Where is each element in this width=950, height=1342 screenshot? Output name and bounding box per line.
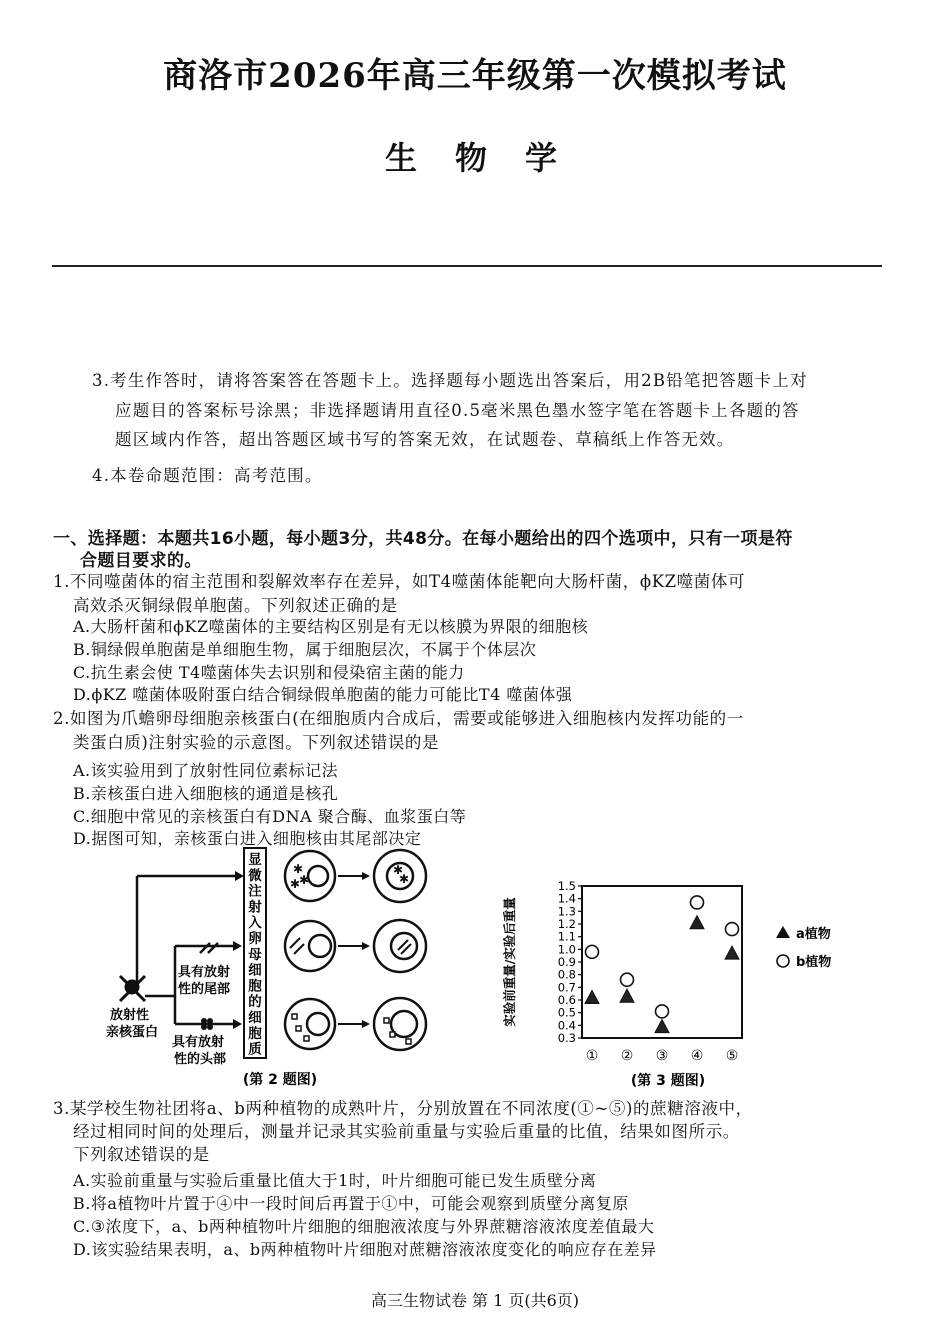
x-tick-label: ⑤ (725, 1048, 739, 1064)
y-tick-label: 0.7 (557, 980, 576, 995)
q1-option-b: B.铜绿假单胞菌是单细胞生物，属于细胞层次，不属于个体层次 (73, 640, 537, 659)
q2-option-a: A.该实验用到了放射性同位素标记法 (73, 761, 339, 780)
y-tick-label: 1.1 (557, 929, 576, 944)
y-tick-label: 0.5 (557, 1005, 576, 1020)
note-3-line1: 3.考生作答时，请将答案答在答题卡上。选择题每小题选出答案后，用2B铅笔把答题卡上对 (92, 371, 808, 390)
q1-stem-line2: 高效杀灭铜绿假单胞菌。下列叙述正确的是 (73, 596, 398, 615)
figure-2-diagram (100, 846, 460, 1091)
y-tick-label: 0.8 (557, 967, 576, 982)
section-heading-line2: 合题目要求的。 (80, 551, 202, 571)
y-tick-label: 0.9 (557, 955, 576, 969)
fig2-protein-label-1: 放射性 (110, 1008, 150, 1023)
y-tick-label: 0.6 (557, 993, 576, 1007)
q3-stem-line1: 3.某学校生物社团将a、b两种植物的成熟叶片，分别放置在不同浓度(①~⑤)的蔗糖溶液中， (53, 1099, 753, 1118)
q2-stem-line1: 2.如图为爪蟾卵母细胞亲核蛋白(在细胞质内合成后，需要或能够进入细胞核内发挥功能的一 (53, 709, 744, 728)
y-tick-label: 1.0 (557, 942, 576, 957)
nuclear-protein-icon (120, 976, 145, 1001)
x-tick-label: ③ (655, 1048, 669, 1064)
x-tick-label: ④ (690, 1048, 704, 1064)
q1-stem-line1: 1.不同噬菌体的宿主范围和裂解效率存在差异，如T4噬菌体能靶向大肠杆菌，ϕKZ噬菌体可 (53, 572, 746, 591)
q3-stem-line2: 经过相同时间的处理后，测量并记录其实验前重量与实验后重量的比值，结果如图所示。 (73, 1122, 740, 1141)
fig2-mark-star: ✱ (290, 877, 301, 891)
q1-option-a: A.大肠杆菌和ϕKZ噬菌体的主要结构区别是有无以核膜为界限的细胞核 (73, 617, 589, 636)
header-divider (52, 265, 882, 267)
fig2-tail-label-1: 具有放射 (178, 965, 231, 980)
fig2-protein-label-2: 亲核蛋白 (106, 1025, 159, 1040)
fig2-injection-label: 显微注射入卵母细胞的细胞质 (248, 852, 262, 1058)
q3-stem-line3: 下列叙述错误的是 (73, 1145, 210, 1164)
legend-b-marker (777, 955, 789, 967)
page-footer: 高三生物试卷 第 1 页(共6页) (370, 1291, 580, 1310)
chart-plot-area (582, 886, 742, 1038)
section-heading-line1: 一、选择题：本题共16小题，每小题3分，共48分。在每小题给出的四个选项中，只有一项是符 (53, 529, 793, 549)
y-tick-label: 0.4 (557, 1018, 576, 1033)
tail-fragment-icon (200, 943, 218, 953)
q1-option-d: D.ϕKZ 噬菌体吸附蛋白结合铜绿假单胞菌的能力可能比T4 噬菌体强 (73, 685, 573, 704)
x-tick-label: ② (620, 1048, 634, 1064)
chart-title: (第 3 题图) (630, 1073, 706, 1089)
note-4: 4.本卷命题范围：高考范围。 (92, 466, 323, 485)
note-3-line2: 应题目的答案标号涂黑；非选择题请用直径0.5毫米黑色墨水签字笔在答题卡上各题的答 (115, 401, 800, 420)
y-tick-label: 1.5 (557, 879, 576, 893)
figure-3-chart (500, 876, 860, 1091)
fig2-caption: (第 2 题图) (242, 1072, 318, 1088)
q1-option-c: C.抗生素会使 T4噬菌体失去识别和侵染宿主菌的能力 (73, 663, 465, 682)
note-3-line3: 题区域内作答，超出答题区域书写的答案无效，在试题卷、草稿纸上作答无效。 (115, 430, 735, 449)
q3-option-a: A.实验前重量与实验后重量比值大于1时，叶片细胞可能已发生质壁分离 (73, 1171, 597, 1190)
q2-stem-line2: 类蛋白质)注射实验的示意图。下列叙述错误的是 (73, 733, 440, 752)
fig2-mark-star: ✱ (399, 872, 410, 886)
x-tick-label: ① (585, 1048, 599, 1064)
q2-option-b: B.亲核蛋白进入细胞核的通道是核孔 (73, 784, 339, 803)
fig2-head-label-1: 具有放射 (172, 1035, 225, 1050)
fig2-tail-label-2: 性的尾部 (178, 982, 231, 997)
q3-option-b: B.将a植物叶片置于④中一段时间后再置于①中，可能会观察到质壁分离复原 (73, 1194, 629, 1213)
legend-a-marker (776, 926, 790, 938)
y-tick-label: 1.3 (557, 904, 576, 919)
fig2-head-label-2: 性的头部 (174, 1052, 227, 1067)
chart-ylabel: 实验前重量/实验后重量 (502, 897, 517, 1027)
q3-option-c: C.③浓度下，a、b两种植物叶片细胞的细胞液浓度与外界蔗糖溶液浓度差值最大 (73, 1217, 655, 1236)
q2-option-c: C.细胞中常见的亲核蛋白有DNA 聚合酶、血浆蛋白等 (73, 807, 467, 826)
fig2-mark-star: ✱ (293, 862, 304, 876)
subject-title: 生物学 (384, 139, 595, 177)
legend-a-label: a植物 (796, 927, 831, 942)
y-tick-label: 1.4 (557, 891, 576, 906)
exam-title: 商洛市2026年高三年级第一次模拟考试 (163, 56, 787, 96)
q3-option-d: D.该实验结果表明，a、b两种植物叶片细胞对蔗糖溶液浓度变化的响应存在差异 (73, 1240, 657, 1259)
y-tick-label: 0.3 (557, 1031, 576, 1045)
fig2-mark-star: ✱ (299, 873, 310, 887)
y-tick-label: 1.2 (557, 917, 576, 931)
legend-b-label: b植物 (796, 955, 832, 970)
q2-option-d: D.据图可知，亲核蛋白进入细胞核由其尾部决定 (73, 829, 422, 848)
fig2-mark-star: ✱ (393, 863, 404, 877)
